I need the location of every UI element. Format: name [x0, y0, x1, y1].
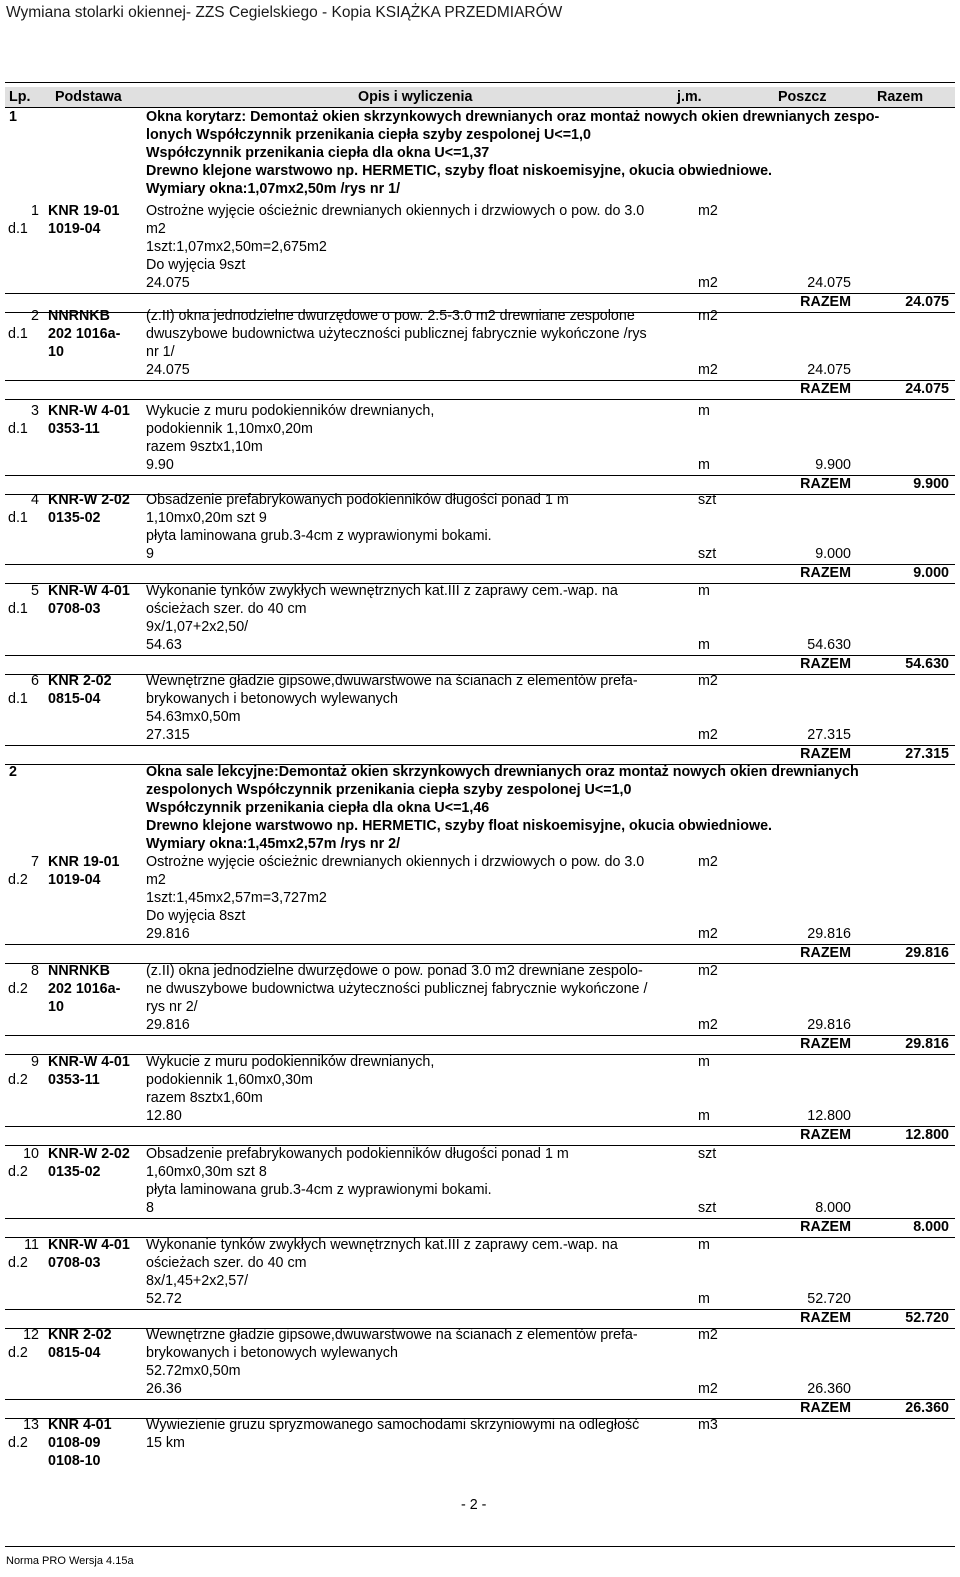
calc-result: 27.315 — [146, 727, 190, 743]
item-unit: m2 — [698, 854, 718, 870]
razem-value: 26.360 — [905, 1400, 949, 1416]
col-razem: Razem — [877, 89, 924, 105]
calc-result: 26.36 — [146, 1381, 182, 1397]
razem-label: RAZEM — [800, 1036, 851, 1052]
page-number: - 2 - — [461, 1497, 487, 1513]
calc-result: 12.80 — [146, 1108, 182, 1124]
calc-result: 8 — [146, 1200, 154, 1216]
item-description-line: ne dwuszybowe budownictwa użyteczności publicznej fabrycznie wykończone / — [146, 981, 648, 997]
item-chapter: d.2 — [8, 1072, 28, 1088]
item-number: 6 — [31, 673, 39, 689]
section-description-line: Okna sale lekcyjne:Demontaż okien skrzynkowych drewnianych oraz montaż nowych okien drewnianych — [146, 764, 859, 780]
column-header-row — [5, 87, 955, 107]
razem-label: RAZEM — [800, 294, 851, 310]
item-number: 4 — [31, 492, 39, 508]
item-basis: 0815-04 — [48, 1345, 101, 1361]
section-description-line: Drewno klejone warstwowo np. HERMETIC, szyby float niskoemisyjne, okucia obwiedniowe. — [146, 163, 773, 179]
item-description-line: 9x/1,07+2x2,50/ — [146, 619, 249, 635]
software-version: Norma PRO Wersja 4.15a — [6, 1555, 134, 1567]
item-description-line: Wykucie z muru podokienników drewnianych, — [146, 403, 435, 419]
section-description-line: lonych Współczynnik przenikania ciepła szyby zespolonej U<=1,0 — [146, 127, 591, 143]
item-unit: m — [698, 1054, 710, 1070]
razem-label: RAZEM — [800, 565, 851, 581]
item-chapter: d.2 — [8, 1164, 28, 1180]
subtotal-value: 24.075 — [807, 362, 851, 378]
item-basis: 0135-02 — [48, 1164, 101, 1180]
item-number: 11 — [24, 1237, 39, 1253]
item-description-line: Wewnętrzne gładzie gipsowe,dwuwarstwowe na ścianach z elementów prefa- — [146, 673, 638, 689]
razem-label: RAZEM — [800, 1127, 851, 1143]
item-description-line: brykowanych i betonowych wylewanych — [146, 691, 398, 707]
item-description-line: 1,10mx0,20m szt 9 — [146, 510, 267, 526]
calc-result: 24.075 — [146, 362, 190, 378]
item-basis: KNR-W 2-02 — [48, 492, 130, 508]
item-basis: 0135-02 — [48, 510, 101, 526]
item-unit: m3 — [698, 1417, 718, 1433]
razem-value: 29.816 — [905, 1036, 949, 1052]
item-description-line: razem 9sztx1,10m — [146, 439, 263, 455]
item-chapter: d.2 — [8, 1255, 28, 1271]
section-number: 1 — [9, 109, 17, 125]
subtotal-value: 52.720 — [807, 1291, 851, 1307]
item-number: 8 — [31, 963, 39, 979]
item-basis: 0708-03 — [48, 601, 101, 617]
item-description-line: razem 8sztx1,60m — [146, 1090, 263, 1106]
calc-unit: m2 — [698, 926, 718, 942]
item-basis: 10 — [48, 344, 64, 360]
item-number: 1 — [31, 203, 39, 219]
item-unit: m2 — [698, 203, 718, 219]
item-chapter: d.1 — [8, 510, 28, 526]
calc-result: 52.72 — [146, 1291, 182, 1307]
calc-result: 29.816 — [146, 1017, 190, 1033]
item-description-line: 8x/1,45+2x2,57/ — [146, 1273, 249, 1289]
item-description-line: m2 — [146, 221, 166, 237]
item-description-line: Obsadzenie prefabrykowanych podokienników długości ponad 1 m — [146, 492, 569, 508]
item-basis: KNR-W 2-02 — [48, 1146, 130, 1162]
calc-unit: m2 — [698, 362, 718, 378]
item-basis: 202 1016a- — [48, 981, 121, 997]
subtotal-value: 29.816 — [807, 926, 851, 942]
section-description-line: Wymiary okna:1,45mx2,57m /rys nr 2/ — [146, 836, 401, 852]
item-number: 5 — [31, 583, 39, 599]
calc-result: 9 — [146, 546, 154, 562]
item-unit: m — [698, 403, 710, 419]
item-basis: 10 — [48, 999, 64, 1015]
item-basis: KNR-W 4-01 — [48, 583, 130, 599]
item-basis: 0108-09 — [48, 1435, 101, 1451]
item-description-line: płyta laminowana grub.3-4cm z wyprawionymi bokami. — [146, 1182, 492, 1198]
item-description-line: m2 — [146, 872, 166, 888]
item-unit: szt — [698, 492, 717, 508]
item-description-line: podokiennik 1,60mx0,30m — [146, 1072, 313, 1088]
item-description-line: Wywiezienie gruzu spryzmowanego samochodami skrzyniowymi na odległość — [146, 1417, 640, 1433]
razem-value: 12.800 — [905, 1127, 949, 1143]
item-number: 9 — [31, 1054, 39, 1070]
item-unit: m — [698, 583, 710, 599]
col-opis: Opis i wyliczenia — [358, 89, 473, 105]
item-chapter: d.1 — [8, 221, 28, 237]
calc-result: 29.816 — [146, 926, 190, 942]
item-chapter: d.1 — [8, 601, 28, 617]
subtotal-value: 54.630 — [807, 637, 851, 653]
razem-label: RAZEM — [800, 945, 851, 961]
item-description-line: Obsadzenie prefabrykowanych podokienników długości ponad 1 m — [146, 1146, 569, 1162]
razem-label: RAZEM — [800, 381, 851, 397]
item-description-line: 52.72mx0,50m — [146, 1363, 241, 1379]
razem-value: 24.075 — [905, 294, 949, 310]
calc-unit: m — [698, 637, 710, 653]
razem-label: RAZEM — [800, 1310, 851, 1326]
item-unit: m2 — [698, 308, 718, 324]
calc-result: 9.90 — [146, 457, 174, 473]
item-chapter: d.2 — [8, 1345, 28, 1361]
item-description-line: ościeżach szer. do 40 cm — [146, 1255, 307, 1271]
subtotal-value: 27.315 — [807, 727, 851, 743]
item-basis: 1019-04 — [48, 872, 101, 888]
header-divider — [5, 82, 955, 83]
item-basis: KNR 4-01 — [48, 1417, 112, 1433]
item-unit: szt — [698, 1146, 717, 1162]
subtotal-value: 26.360 — [807, 1381, 851, 1397]
section-description-line: Współczynnik przenikania ciepła dla okna U<=1,37 — [146, 145, 490, 161]
item-description-line: 54.63mx0,50m — [146, 709, 241, 725]
item-chapter: d.2 — [8, 981, 28, 997]
col-lp: Lp. — [9, 89, 31, 105]
item-unit: m2 — [698, 1327, 718, 1343]
item-description-line: Ostrożne wyjęcie ościeżnic drewnianych okiennych i drzwiowych o pow. do 3.0 — [146, 203, 645, 219]
item-basis: 0708-03 — [48, 1255, 101, 1271]
item-description-line: Wykonanie tynków zwykłych wewnętrznych kat.III z zaprawy cem.-wap. na — [146, 1237, 618, 1253]
razem-value: 52.720 — [905, 1310, 949, 1326]
item-basis: NNRNKB — [48, 963, 110, 979]
razem-value: 9.900 — [913, 476, 949, 492]
item-description-line: 1szt:1,45mx2,57m=3,727m2 — [146, 890, 327, 906]
item-description-line: rys nr 2/ — [146, 999, 198, 1015]
section-description-line: Okna korytarz: Demontaż okien skrzynkowych drewnianych oraz montaż nowych okien drewnianych zespo- — [146, 109, 880, 125]
item-description-line: (z.II) okna jednodzielne dwurzędowe o pow. ponad 3.0 m2 drewniane zespolo- — [146, 963, 643, 979]
col-jm: j.m. — [677, 89, 702, 105]
col-podstawa: Podstawa — [55, 89, 122, 105]
item-description-line: brykowanych i betonowych wylewanych — [146, 1345, 398, 1361]
razem-value: 9.000 — [913, 565, 949, 581]
razem-value: 29.816 — [905, 945, 949, 961]
item-description-line: 15 km — [146, 1435, 185, 1451]
calc-unit: m2 — [698, 1381, 718, 1397]
item-chapter: d.1 — [8, 421, 28, 437]
item-basis: 0353-11 — [48, 1072, 100, 1088]
calc-unit: m — [698, 1291, 710, 1307]
razem-value: 54.630 — [905, 656, 949, 672]
subtotal-value: 12.800 — [807, 1108, 851, 1124]
item-description-line: Wykucie z muru podokienników drewnianych, — [146, 1054, 435, 1070]
razem-value: 27.315 — [905, 746, 949, 762]
item-basis: 0108-10 — [48, 1453, 101, 1469]
item-chapter: d.1 — [8, 326, 28, 342]
item-description-line: ościeżach szer. do 40 cm — [146, 601, 307, 617]
item-description-line: Wykonanie tynków zwykłych wewnętrznych kat.III z zaprawy cem.-wap. na — [146, 583, 618, 599]
item-description-line: Ostrożne wyjęcie ościeżnic drewnianych okiennych i drzwiowych o pow. do 3.0 — [146, 854, 645, 870]
subtotal-value: 9.000 — [815, 546, 851, 562]
item-number: 3 — [31, 403, 39, 419]
item-description-line: (z.II) okna jednodzielne dwurzędowe o pow. 2.5-3.0 m2 drewniane zespolone — [146, 308, 635, 324]
item-number: 12 — [23, 1327, 39, 1343]
item-unit: m — [698, 1237, 710, 1253]
item-basis: NNRNKB — [48, 308, 110, 324]
razem-value: 24.075 — [905, 381, 949, 397]
item-description-line: Do wyjęcia 9szt — [146, 257, 246, 273]
calc-unit: m — [698, 1108, 710, 1124]
calc-result: 24.075 — [146, 275, 190, 291]
item-number: 2 — [31, 308, 39, 324]
item-basis: 202 1016a- — [48, 326, 121, 342]
razem-value: 8.000 — [913, 1219, 949, 1235]
razem-label: RAZEM — [800, 1400, 851, 1416]
item-basis: KNR-W 4-01 — [48, 403, 130, 419]
item-number: 13 — [23, 1417, 39, 1433]
section-number: 2 — [9, 764, 17, 780]
col-poszcz: Poszcz — [778, 89, 827, 105]
calc-unit: m2 — [698, 1017, 718, 1033]
item-basis: KNR 19-01 — [48, 854, 120, 870]
item-chapter: d.2 — [8, 872, 28, 888]
item-description-line: 1,60mx0,30m szt 8 — [146, 1164, 267, 1180]
item-basis: 1019-04 — [48, 221, 101, 237]
item-basis: KNR-W 4-01 — [48, 1237, 130, 1253]
item-description-line: dwuszybowe budownictwa użyteczności publicznej fabrycznie wykończone /rys — [146, 326, 647, 342]
calc-unit: m — [698, 457, 710, 473]
item-number: 10 — [23, 1146, 39, 1162]
item-basis: KNR-W 4-01 — [48, 1054, 130, 1070]
item-description-line: podokiennik 1,10mx0,20m — [146, 421, 313, 437]
item-basis: KNR 19-01 — [48, 203, 120, 219]
item-description-line: nr 1/ — [146, 344, 175, 360]
section-description-line: zespolonych Współczynnik przenikania ciepła szyby zespolonej U<=1,0 — [146, 782, 632, 798]
item-description-line: Do wyjęcia 8szt — [146, 908, 246, 924]
item-description-line: Wewnętrzne gładzie gipsowe,dwuwarstwowe na ścianach z elementów prefa- — [146, 1327, 638, 1343]
calc-unit: m2 — [698, 275, 718, 291]
calc-unit: szt — [698, 1200, 717, 1216]
item-unit: m2 — [698, 963, 718, 979]
section-description-line: Współczynnik przenikania ciepła dla okna U<=1,46 — [146, 800, 490, 816]
footer-divider — [5, 1546, 955, 1547]
item-unit: m2 — [698, 673, 718, 689]
item-description-line: płyta laminowana grub.3-4cm z wyprawionymi bokami. — [146, 528, 492, 544]
row-divider — [5, 764, 955, 765]
subtotal-value: 24.075 — [807, 275, 851, 291]
item-basis: KNR 2-02 — [48, 1327, 112, 1343]
item-chapter: d.2 — [8, 1435, 28, 1451]
razem-label: RAZEM — [800, 476, 851, 492]
subtotal-value: 29.816 — [807, 1017, 851, 1033]
item-basis: KNR 2-02 — [48, 673, 112, 689]
item-number: 7 — [31, 854, 39, 870]
calc-result: 54.63 — [146, 637, 182, 653]
item-basis: 0353-11 — [48, 421, 100, 437]
item-basis: 0815-04 — [48, 691, 101, 707]
section-description-line: Wymiary okna:1,07mx2,50m /rys nr 1/ — [146, 181, 401, 197]
calc-unit: m2 — [698, 727, 718, 743]
item-chapter: d.1 — [8, 691, 28, 707]
razem-label: RAZEM — [800, 746, 851, 762]
calc-unit: szt — [698, 546, 717, 562]
subtotal-value: 9.900 — [815, 457, 851, 473]
document-title: Wymiana stolarki okiennej- ZZS Cegielskiego - Kopia KSIĄŻKA PRZEDMIARÓW — [6, 4, 563, 21]
razem-label: RAZEM — [800, 1219, 851, 1235]
subtotal-value: 8.000 — [815, 1200, 851, 1216]
section-description-line: Drewno klejone warstwowo np. HERMETIC, szyby float niskoemisyjne, okucia obwiedniowe. — [146, 818, 773, 834]
item-description-line: 1szt:1,07mx2,50m=2,675m2 — [146, 239, 327, 255]
razem-label: RAZEM — [800, 656, 851, 672]
row-divider — [5, 399, 955, 400]
